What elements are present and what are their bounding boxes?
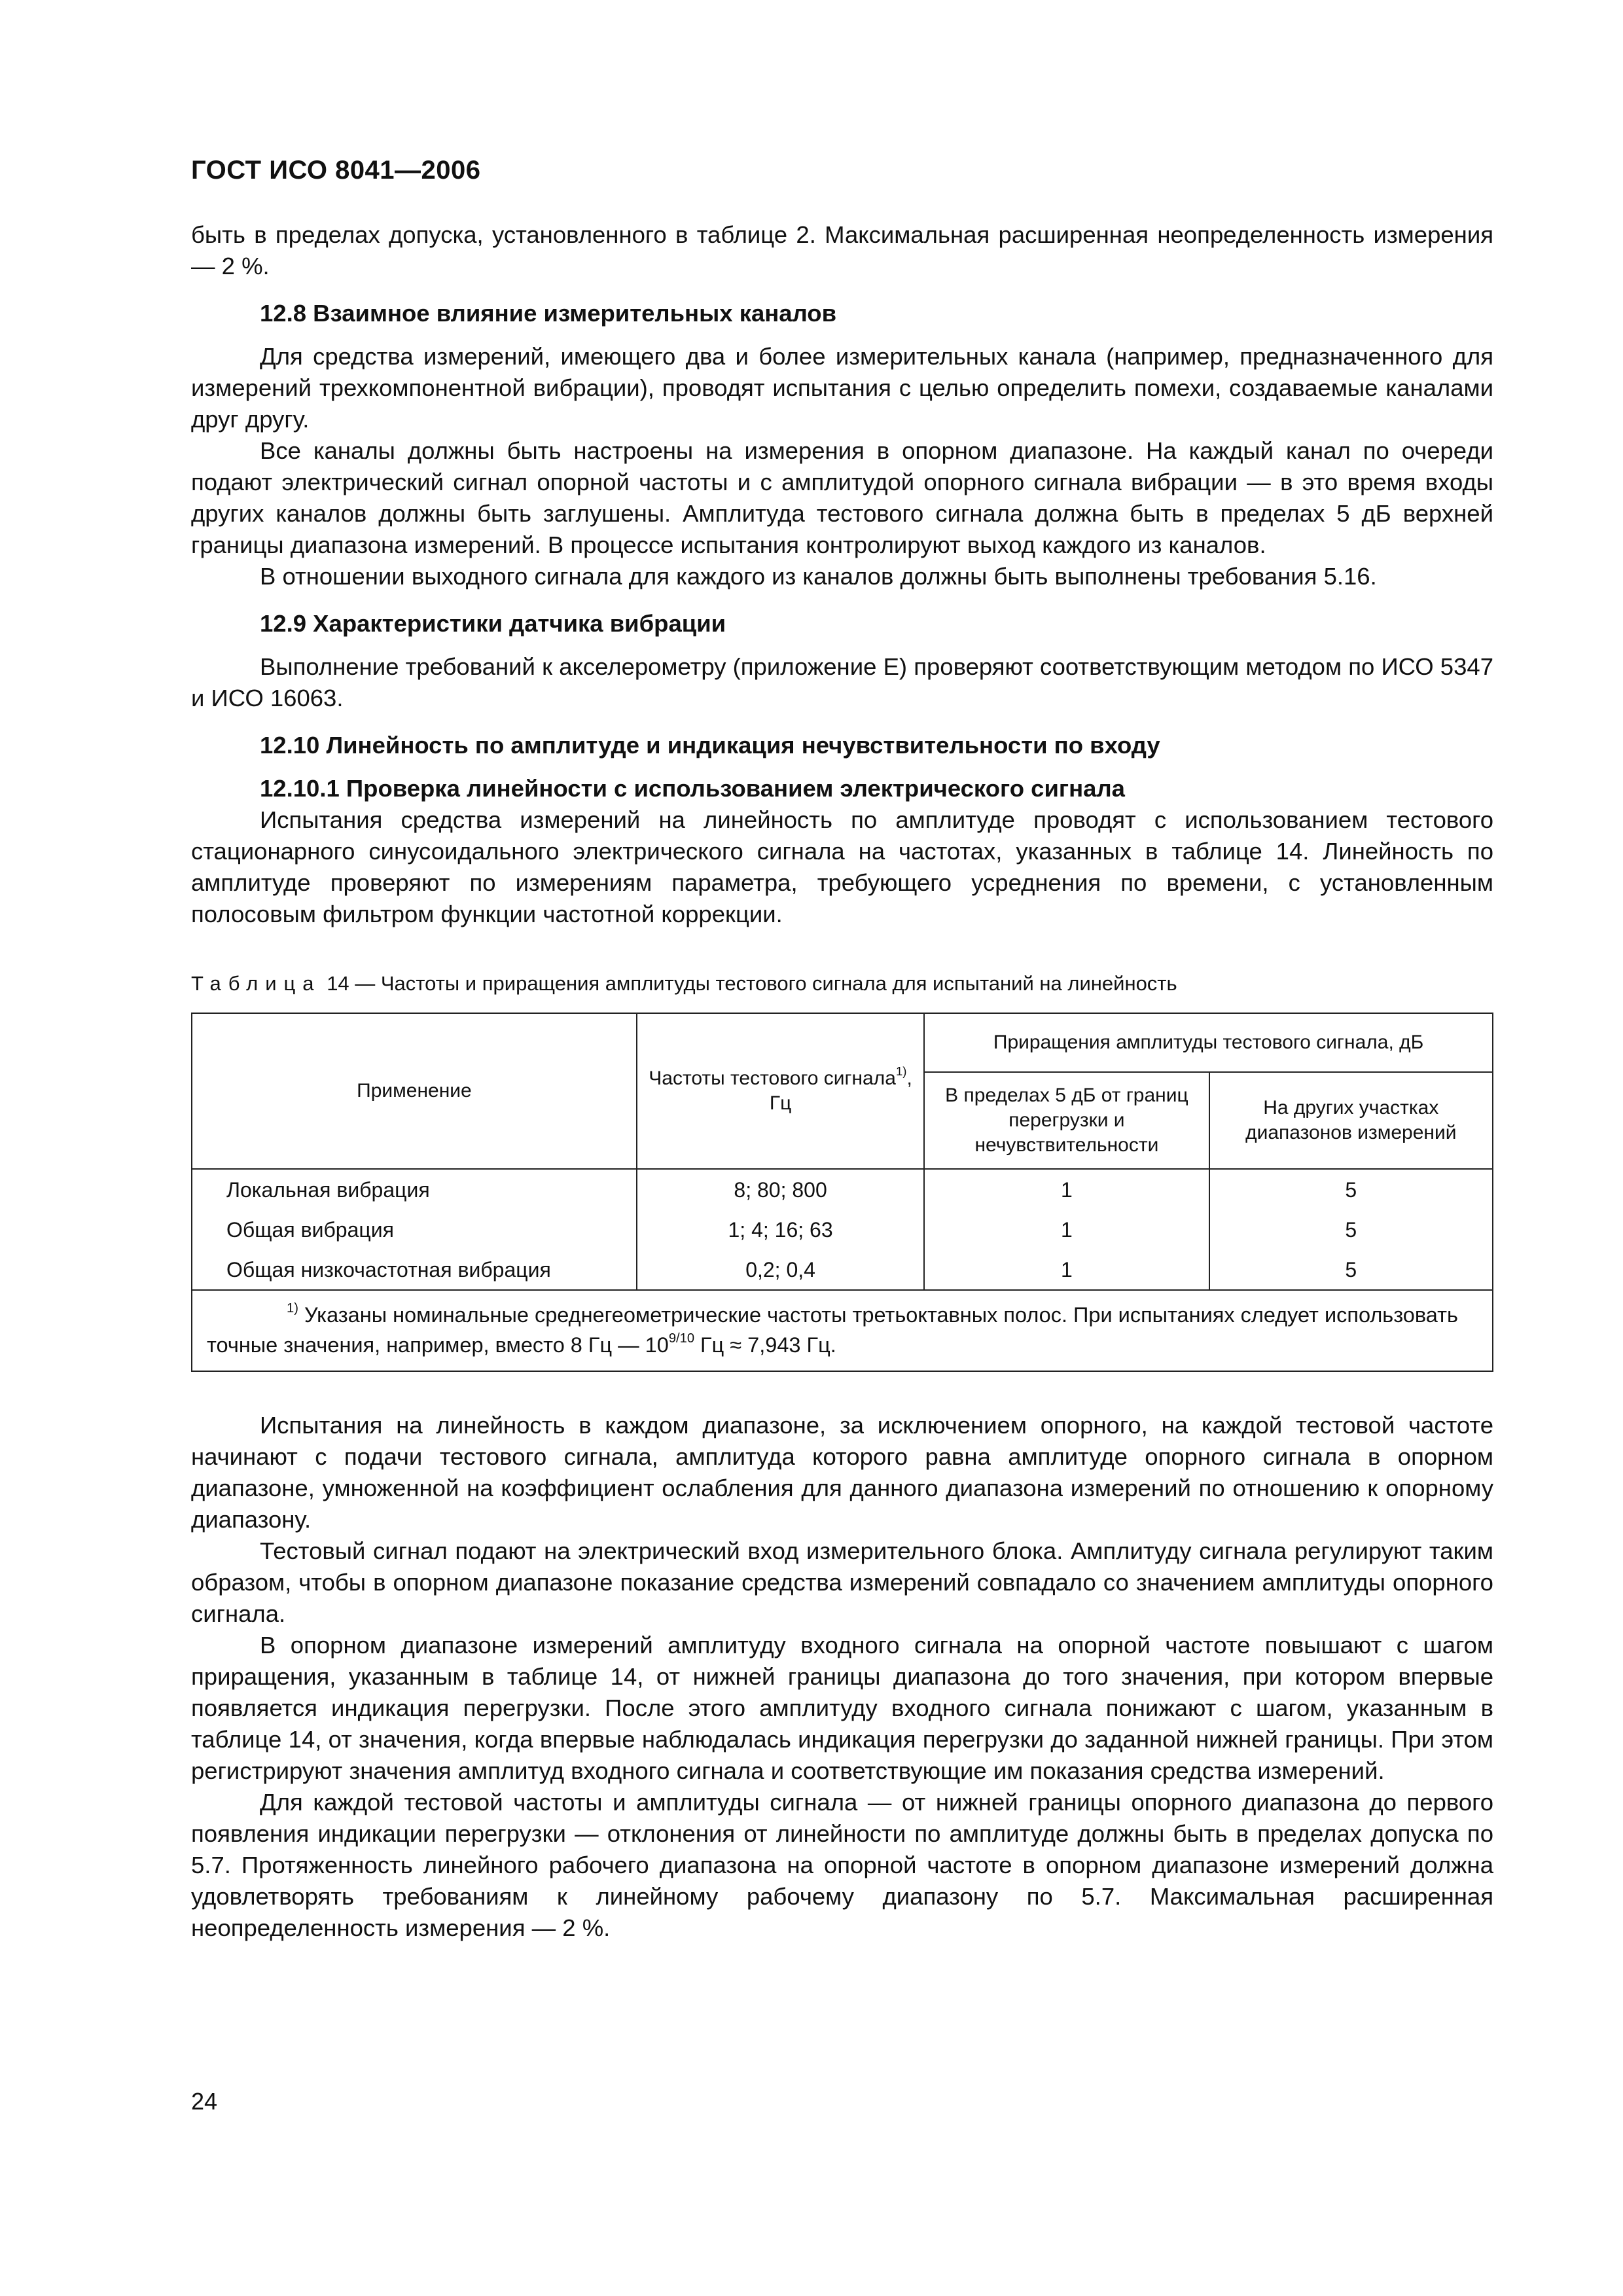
- section-12-8-paragraph-3: В отношении выходного сигнала для каждого из каналов должны быть выполнены требования 5.16.: [260, 563, 1377, 590]
- cell-within: 1: [924, 1169, 1209, 1210]
- intro-paragraph: быть в пределах допуска, установленного в таблице 2. Максимальная расширенная неопределенность измерения — 2 %.: [191, 221, 1493, 279]
- section-12-8-title: 12.8 Взаимное влияние измерительных каналов: [260, 300, 837, 327]
- after-table-paragraph-2: Тестовый сигнал подают на электрический вход измерительного блока. Амплитуду сигнала регулируют таким образом, чтобы в опорном диапазоне показание средства измерений совпадало со значением амплитуды опорного сигнала.: [191, 1537, 1493, 1627]
- column-header-frequency: [637, 1013, 924, 1169]
- section-12-10-1-paragraph-1: Испытания средства измерений на линейность по амплитуде проводят с использованием тестового стационарного синусоидального электрического сигнала на частотах, указанных в таблице 14. Линейность по амплитуде проверяют по измерениям параметра, требующего усреднения по времени, с установленным полосовым фильтром функции частотной коррекции.: [191, 806, 1493, 927]
- table-footnote: [192, 1290, 1493, 1371]
- column-header-increment: Приращения амплитуды тестового сигнала, дБ: [924, 1013, 1493, 1072]
- footnote-text-a: Указаны номинальные среднегеометрические частоты третьоктавных полос. При испытаниях следует использовать точные значения, например, вместо 8 Гц — 10: [207, 1303, 1458, 1357]
- document-header: ГОСТ ИСО 8041—2006: [191, 156, 481, 185]
- cell-application: Общая низкочастотная вибрация: [192, 1249, 637, 1290]
- footnote-text-b: Гц ≈ 7,943 Гц.: [694, 1333, 836, 1357]
- frequency-header-unit: , Гц: [769, 1067, 912, 1114]
- document-page: [191, 156, 1493, 2119]
- section-12-9-title: 12.9 Характеристики датчика вибрации: [260, 610, 726, 637]
- footnote-exponent: 9/10: [668, 1331, 695, 1346]
- table-caption: [191, 971, 1493, 997]
- column-header-within-5db: В пределах 5 дБ от границ перегрузки и нечувствительности: [924, 1072, 1209, 1169]
- column-header-application: Применение: [192, 1013, 637, 1169]
- after-table-paragraph-4: Для каждой тестовой частоты и амплитуды сигнала — от нижней границы опорного диапазона до первого появления индикации перегрузки — отклонения от линейности по амплитуде должны быть в пределах допуска по 5.7. Протяженность линейного рабочего диапазона на опорной частоте в опорном диапазоне измерений должна удовлетворять требованиям к линейному рабочему диапазону по 5.7. Максимальная расширенная неопределенность измерения — 2 %.: [191, 1789, 1493, 1941]
- cell-other: 5: [1209, 1210, 1493, 1249]
- cell-other: 5: [1209, 1169, 1493, 1210]
- cell-frequency: 1; 4; 16; 63: [637, 1210, 924, 1249]
- frequency-header-footnote-mark: 1): [895, 1064, 907, 1079]
- after-table-paragraph-3: В опорном диапазоне измерений амплитуду входного сигнала на опорной частоте повышают с шагом приращения, указанным в таблице 14, от нижней границы диапазона до того значения, при котором впервые появляется индикация перегрузки. После этого амплитуду входного сигнала понижают с шагом, указанным в таблице 14, от значения, когда впервые наблюдалась индикация перегрузки до заданной нижней границы. При этом регистрируют значения амплитуд входного сигнала и соответствующие им показания средства измерений.: [191, 1632, 1493, 1784]
- table-caption-word: Таблица: [191, 972, 321, 995]
- cell-application: Локальная вибрация: [192, 1169, 637, 1210]
- section-12-8-paragraph-1: Для средства измерений, имеющего два и более измерительных канала (например, предназначенного для измерений трехкомпонентной вибрации), проводят испытания с целью определить помехи, создаваемые каналами друг другу.: [191, 343, 1493, 433]
- cell-frequency: 0,2; 0,4: [637, 1249, 924, 1290]
- section-12-8-paragraph-2: Все каналы должны быть настроены на измерения в опорном диапазоне. На каждый канал по очереди подают электрический сигнал опорной частоты и с амплитудой опорного сигнала вибрации — в это время входы других каналов должны быть заглушены. Амплитуда тестового сигнала должна быть в пределах 5 дБ верхней границы диапазона измерений. В процессе испытания контролируют выход каждого из каналов.: [191, 437, 1493, 558]
- cell-application: Общая вибрация: [192, 1210, 637, 1249]
- cell-within: 1: [924, 1210, 1209, 1249]
- table-row: [192, 1210, 1493, 1249]
- section-12-9-paragraph-1: Выполнение требований к акселерометру (приложение Е) проверяют соответствующим методом по ИСО 5347 и ИСО 16063.: [191, 653, 1493, 711]
- cell-other: 5: [1209, 1249, 1493, 1290]
- table-caption-text: 14 — Частоты и приращения амплитуды тестового сигнала для испытаний на линейность: [327, 972, 1177, 995]
- section-12-10-1-title: 12.10.1 Проверка линейности с использованием электрического сигнала: [260, 775, 1125, 802]
- page-number: 24: [191, 2088, 218, 2115]
- cell-frequency: 8; 80; 800: [637, 1169, 924, 1210]
- cell-within: 1: [924, 1249, 1209, 1290]
- table-footnote-row: [192, 1290, 1493, 1371]
- column-header-other-ranges: На других участках диапазонов измерений: [1209, 1072, 1493, 1169]
- footnote-mark: 1): [287, 1300, 298, 1316]
- after-table-paragraph-1: Испытания на линейность в каждом диапазоне, за исключением опорного, на каждой тестовой частоте начинают с подачи тестового сигнала, амплитуда которого равна амплитуде опорного сигнала в опорном диапазоне, умноженной на коэффициент ослабления для данного диапазона измерений по отношению к опорному диапазону.: [191, 1412, 1493, 1533]
- frequency-header-text: Частоты тестового сигнала: [649, 1067, 896, 1089]
- table-14: [191, 1013, 1493, 1372]
- section-12-10-title: 12.10 Линейность по амплитуде и индикация нечувствительности по входу: [260, 732, 1160, 759]
- table-row: [192, 1169, 1493, 1210]
- table-row: [192, 1249, 1493, 1290]
